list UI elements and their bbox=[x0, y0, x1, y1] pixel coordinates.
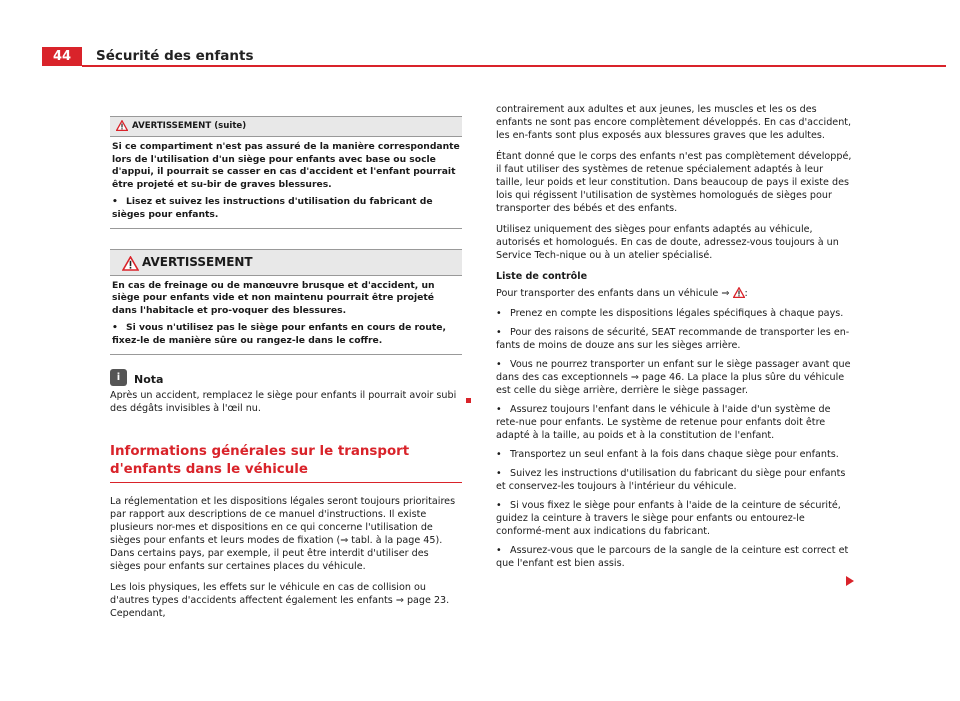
page-title: Sécurité des enfants bbox=[96, 48, 254, 64]
right-column bbox=[496, 103, 852, 576]
warning-triangle-icon bbox=[122, 256, 139, 271]
note-title: Nota bbox=[134, 372, 164, 386]
warning-title: AVERTISSEMENT (suite) bbox=[132, 121, 247, 131]
warning-bullet-item: • Si vous n'utilisez pas le siège pour enfants en cours de route, fixez-le de manière sûre ou rangez-le dans le coffre. bbox=[112, 322, 447, 346]
note-box bbox=[110, 369, 462, 415]
warning-title: AVERTISSEMENT bbox=[142, 254, 253, 269]
note-text: Après un accident, remplacez le siège pour enfants il pourrait avoir subi des dégâts invisibles à l'œil nu. bbox=[110, 389, 457, 414]
warning-header bbox=[110, 250, 462, 276]
end-marker-icon bbox=[466, 398, 471, 403]
warning-triangle-icon bbox=[116, 120, 128, 131]
warning-paragraph: En cas de freinage ou de manœuvre brusque et d'accident, un siège pour enfants vide et non maintenu pourrait être projeté dans l'habitacle et pro-voquer des blessures. bbox=[112, 279, 435, 316]
checklist-title: Liste de contrôle bbox=[496, 271, 588, 282]
checklist bbox=[496, 307, 852, 570]
section-heading: Informations générales sur le transport d'enfants dans le véhicule bbox=[110, 443, 462, 483]
body-paragraph: Étant donné que le corps des enfants n'est pas complètement développé, il faut utiliser des systèmes de retenue spécialement adaptés à leur taille, leur poids et leur constitution. Dans beaucoup de pays il existe des lois qui régissent l'utilisation de systèmes homologués de sièges pour transporter des bébés et des enfants. bbox=[496, 151, 852, 214]
warning-header bbox=[110, 117, 462, 137]
checklist-item: • Vous ne pourrez transporter un enfant sur le siège passager avant que dans des cas exceptionnels ⇒ page 46. La place la plus sûre du véhicule est celle du siège arrière, derrière le siège passager. bbox=[496, 359, 851, 396]
page-number: 44 bbox=[42, 47, 82, 66]
checklist-item: • Prenez en compte les dispositions légales spécifiques à chaque pays. bbox=[496, 308, 844, 319]
info-icon: i bbox=[110, 369, 127, 386]
body-paragraph: La réglementation et les dispositions légales seront toujours prioritaires par rapport aux descriptions de ce manuel d'instructions. Il existe plusieurs nor-mes et dispositions en ce qui concerne l'utilisation de sièges pour enfants et leurs modes de fixation (⇒ tabl. à la page 45). Dans certains pays, par exemple, il peut être interdit d'utiliser des sièges pour enfants sur certaines places du véhicule. bbox=[110, 495, 456, 572]
warning-paragraph: Si ce compartiment n'est pas assuré de la manière correspondante lors de l'utilisation d'un siège pour enfants avec base ou socle d'appui, il pourrait se casser en cas d'accident et l'enfant pourrait être projeté et su-bir de graves blessures. bbox=[112, 141, 460, 190]
header-rule bbox=[82, 65, 946, 67]
checklist-item: • Assurez-vous que le parcours de la sangle de la ceinture est correct et que l'enfant est bien assis. bbox=[496, 545, 849, 569]
checklist-item: • Assurez toujours l'enfant dans le véhicule à l'aide d'un système de rete-nue pour enfants. Le système de retenue pour enfants doit être adapté à la taille, au poids et à la constitution de l'enfant. bbox=[496, 404, 831, 441]
continue-arrow-icon bbox=[846, 576, 854, 586]
body-paragraph: Les lois physiques, les effets sur le véhicule en cas de collision ou d'autres types d'accidents affectent également les enfants ⇒ page 23. Cependant, bbox=[110, 581, 450, 619]
warning-box-continued bbox=[110, 116, 462, 229]
checklist-item: • Si vous fixez le siège pour enfants à l'aide de la ceinture de sécurité, guidez la ceinture à travers le siège pour enfants ou entourez-le conformé-ment aux indications du fabricant. bbox=[496, 500, 841, 537]
body-paragraph: contrairement aux adultes et aux jeunes, les muscles et les os des enfants ne sont pas encore complètement développés. En cas d'accident, les en-fants sont plus exposés aux blessures graves que les adultes. bbox=[496, 104, 852, 141]
warning-box bbox=[110, 249, 462, 355]
checklist-item: • Suivez les instructions d'utilisation du fabricant du siège pour enfants et conservez-les toujours à l'intérieur du véhicule. bbox=[496, 468, 846, 492]
warning-body bbox=[110, 276, 462, 354]
checklist-item: • Transportez un seul enfant à la fois dans chaque siège pour enfants. bbox=[496, 449, 839, 460]
checklist-item: • Pour des raisons de sécurité, SEAT recommande de transporter les en-fants de moins de douze ans sur les sièges arrière. bbox=[496, 327, 850, 351]
warning-bullet-item: • Lisez et suivez les instructions d'utilisation du fabricant de sièges pour enfants. bbox=[112, 196, 433, 220]
body-paragraph: Utilisez uniquement des sièges pour enfants adaptés au véhicule, autorisés et homologués. En cas de doute, adressez-vous toujours à un Service Tech-nique ou à un atelier spécialisé. bbox=[496, 224, 839, 261]
left-column bbox=[110, 116, 462, 620]
checklist-intro: Pour transporter des enfants dans un véhicule ⇒ : bbox=[496, 288, 748, 299]
warning-body bbox=[110, 137, 462, 228]
warning-triangle-icon bbox=[733, 287, 745, 298]
